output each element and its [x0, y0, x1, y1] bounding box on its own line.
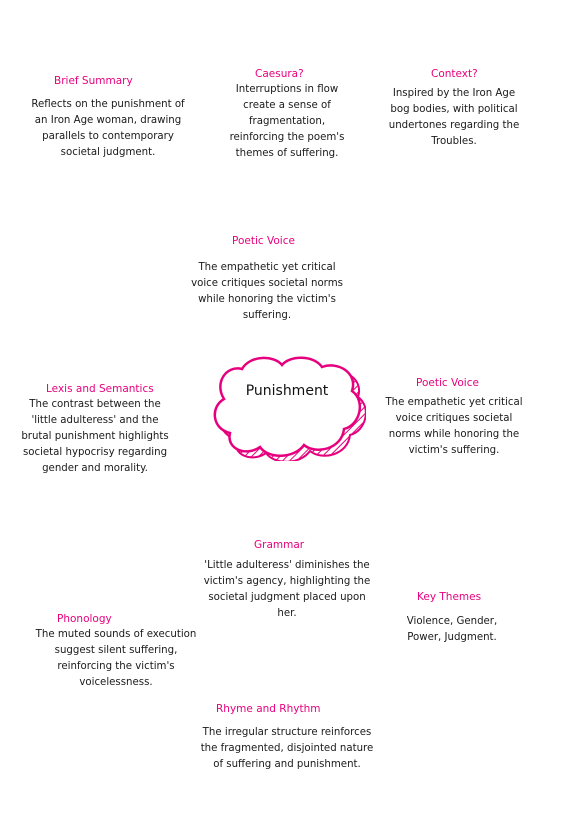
cloud-shape-icon: [208, 353, 366, 461]
caesura-section: [226, 66, 348, 162]
rhyme-rhythm-section: [196, 701, 378, 773]
key-themes-text: Violence, Gender, Power, Judgment.: [406, 616, 498, 643]
lexis-semantics-section: [20, 381, 170, 477]
phonology-heading: Phonology: [57, 613, 112, 625]
poetic-voice-top-heading: Poetic Voice: [232, 235, 295, 247]
central-cloud: [208, 353, 366, 461]
caesura-heading: Caesura?: [255, 68, 304, 80]
key-themes-heading: Key Themes: [417, 591, 482, 603]
brief-summary-text: Reflects on the punishment of an Iron Age woman, drawing parallels to contemporary societal judgment.: [31, 99, 185, 158]
brief-summary-section: [28, 73, 188, 161]
key-themes-section: [400, 589, 504, 646]
central-title: Punishment: [245, 383, 329, 399]
poetic-voice-right-section: [382, 375, 526, 459]
context-text: Inspired by the Iron Age bog bodies, with political undertones regarding the Troubles.: [388, 88, 520, 147]
rhyme-rhythm-text: The irregular structure reinforces the fragmented, disjointed nature of suffering and punishment.: [200, 727, 374, 770]
context-heading: Context?: [431, 68, 478, 80]
phonology-text: The muted sounds of execution suggest silent suffering, reinforcing the victim's voicelessness.: [35, 629, 197, 688]
grammar-section: [200, 537, 374, 622]
poetic-voice-top-section: [190, 233, 344, 324]
poetic-voice-right-text: The empathetic yet critical voice critiques societal norms while honoring the victim's suffering.: [385, 397, 523, 456]
grammar-heading: Grammar: [254, 539, 305, 551]
poetic-voice-top-text: The empathetic yet critical voice critiques societal norms while honoring the victim's suffering.: [191, 262, 343, 321]
phonology-section: [34, 611, 198, 691]
brief-summary-heading: Brief Summary: [54, 75, 133, 87]
rhyme-rhythm-heading: Rhyme and Rhythm: [216, 703, 321, 715]
lexis-semantics-text: The contrast between the 'little adulteress' and the brutal punishment highlights societal hypocrisy regarding gender and morality.: [21, 399, 169, 474]
poetic-voice-right-heading: Poetic Voice: [416, 377, 479, 389]
context-section: [387, 66, 521, 150]
lexis-semantics-heading: Lexis and Semantics: [46, 383, 154, 395]
grammar-text: 'Little adulteress' diminishes the victim's agency, highlighting the societal judgment placed upon her.: [203, 560, 371, 619]
caesura-text: Interruptions in flow create a sense of fragmentation, reinforcing the poem's themes of suffering.: [229, 84, 345, 159]
